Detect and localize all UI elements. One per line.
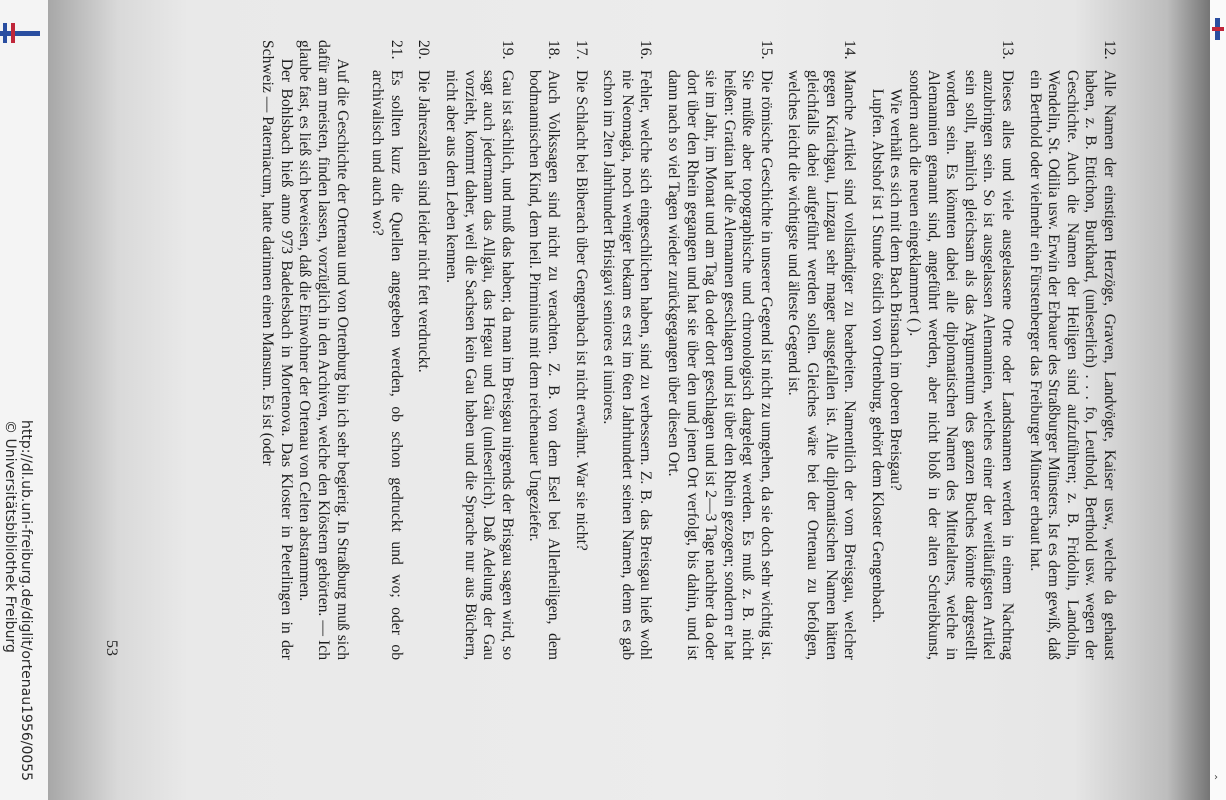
item-text: Dieses alles und viele ausgelassene Orte oder Landsnamen werden in einem Nachtrag anzubringen sein. So ist ausgelassen Alemannien, welches einer der weitläufigsten Artikel sein sollt, nämlich gleichsam als das Argumentum des ganzen Buches könnte dargestellt worden sein. Es könnten dabei alle diplomatischen Namen des Mittelalters, welche in Alemannien genannt sind, angeführt werden, aber nicht bloß in der alten Schreibkunst, sondern auch die neuen eingeklammert ( ).: [906, 70, 1017, 660]
item-number: 12.: [1101, 40, 1118, 60]
library-logo-icon: [0, 18, 40, 48]
item-number: 20.: [415, 40, 433, 60]
item-text: Fehler, welche sich eingeschlichen haben, sind zu verbessern. Z. B. das Breisgau hieß wohl nie Neomagia, noch weniger bekam es erst im 6ten Jahrhundert seinen Namen, denn es gab schon im 2ten Jahrhundert Brisigavi seniores et iuniores.: [600, 70, 655, 660]
closing-paragraph: Der Bohlsbach hieß anno 973 Badelesbach in Mortenova. Das Kloster in Peterlingen in der Schweiz — Paterniacum, hatte darinnen einen Mansum. Es ist (oder: [259, 40, 295, 660]
closing-paragraph: Auf die Geschichte der Ortenau und von Ortenburg bin ich sehr begierig. In Straßburg muß sich dafür am meisten, finden lassen, vorzüglich in den Archiven, welche den Klöstern gehörten. — Ich glaube fast, es ließ sich beweisen, daß die Einwohner der Ortenau von Celten abstammen.: [296, 40, 351, 660]
list-item: [663, 40, 775, 660]
page-number: 53: [103, 640, 120, 656]
list-item: [1025, 40, 1118, 660]
list-item: [571, 40, 590, 660]
item-number: 13.: [999, 40, 1017, 60]
list-item: [599, 40, 655, 660]
item-number: 19.: [498, 40, 516, 60]
item-text: Es sollten kurz die Quellen angegeben werden, ob schon gedruckt und wo; oder ob archivalisch und auch wo?: [369, 70, 405, 660]
item-text: Die römische Geschichte in unserer Gegend ist nicht zu umgehen, da sie doch sehr wichtig ist. Sie müßte aber topographische und chronologisch dargelegt werden. Es muß z. B. nicht heißen: Gratian hat die Alemannen geschlagen und ist über den Rhein gezogen; sondern er hat sie im Jahr, im Monat und am Tag da oder dort geschlagen und ist 2—3 Tage nachher da oder dort über den Rhein gegangen und hat sie über den und jenen Ort verfolgt, bis dahin, und ist dann nach so viel Tagen wieder zurückgegangen über diesen Ort.: [664, 70, 775, 660]
copyright-notice: © Universitätsbibliothek Freiburg: [2, 420, 18, 653]
item-text: Gau ist sächlich, und muß das haben; da man im Breisgau nirgends der Brisgau sagen wird, so sagt auch jedermann das Allgäu, das Hegau und Gäu (unleserlich). Daß Adelung der Gau vorzieht, kommt daher, weil die Sachsen kein Gau haben und die Sprache nur aus Büchern, nicht aber aus dem Leben kennen.: [443, 70, 516, 660]
item-number: 21.: [387, 40, 405, 60]
item-text: Die Schlacht bei Biberach über Gengenbach ist nicht erwähnt. War sie nicht?: [572, 70, 590, 551]
source-url: http://dl.ub.uni-freiburg.de/diglit/ortenau1956/0055: [18, 420, 34, 782]
list-item: [525, 40, 562, 660]
document-page: [113, 40, 1118, 660]
item-number: 15.: [757, 40, 775, 60]
item-text-extra: Wie verhält es sich mit dem Bach Brisnach im oberen Breisgau?: [887, 88, 905, 491]
edge-marker: ›: [1214, 772, 1218, 783]
side-label: [2, 420, 34, 800]
item-text-extra: Lupfen. Abtshof ist 1 Stunde östlich von Ortenburg, gehört dem Kloster Gengenbach.: [868, 88, 886, 623]
item-text: Manche Artikel sind vollständiger zu bearbeiten. Namentlich der vom Breisgau, welcher gegen Kraichgau, Linzgau sehr mager ausgefallen ist. Alle diplomatischen Namen hätten gleichfalls dabei aufgeführt werden sollen. Gleiches wäre bei der Ortenau zu befolgen, welches leicht die wichtigste und älteste Gegend ist.: [785, 70, 859, 660]
item-text: Die Jahreszahlen sind leider nicht fett verdruckt.: [415, 70, 433, 373]
item-number: 17.: [572, 40, 590, 60]
list-item: [784, 40, 858, 660]
item-text: Auch Volkssagen sind nicht zu verachten. Z. B. von dem Esel bei Allerheiligen, dem bodmannischen Kind, dem heil. Pirminius mit dem reichenauer Ungeziefer.: [526, 70, 562, 660]
library-logo-icon-right: [1212, 18, 1224, 40]
list-item: [867, 40, 1016, 660]
item-number: 18.: [544, 40, 562, 60]
list-item: [441, 40, 515, 660]
item-number: 14.: [841, 40, 859, 60]
list-item: [368, 40, 405, 660]
right-margin: [1210, 0, 1226, 800]
list-item: [414, 40, 433, 660]
item-number: 16.: [637, 40, 655, 60]
item-text: Alle Namen der einstigen Herzöge, Graven, Landvögte, Kaiser usw., welche da gehaust haben, z. B. Ettichon, Burkhard, (unleserlich) . . . fo, Leuthold, Berthold usw. wegen der Geschichte. Auch die Namen der Heiligen sind aufzuführen; z. B. Fridolin, Landolin, Wendelin, St. Odilia usw. Erwin der Erbauer des Straßburger Münsters. Ist es dem gewiß, daß ein Berthold oder vielmehr ein Fürstenberger das Freiburger Münster erbaut hat.: [1026, 70, 1118, 660]
